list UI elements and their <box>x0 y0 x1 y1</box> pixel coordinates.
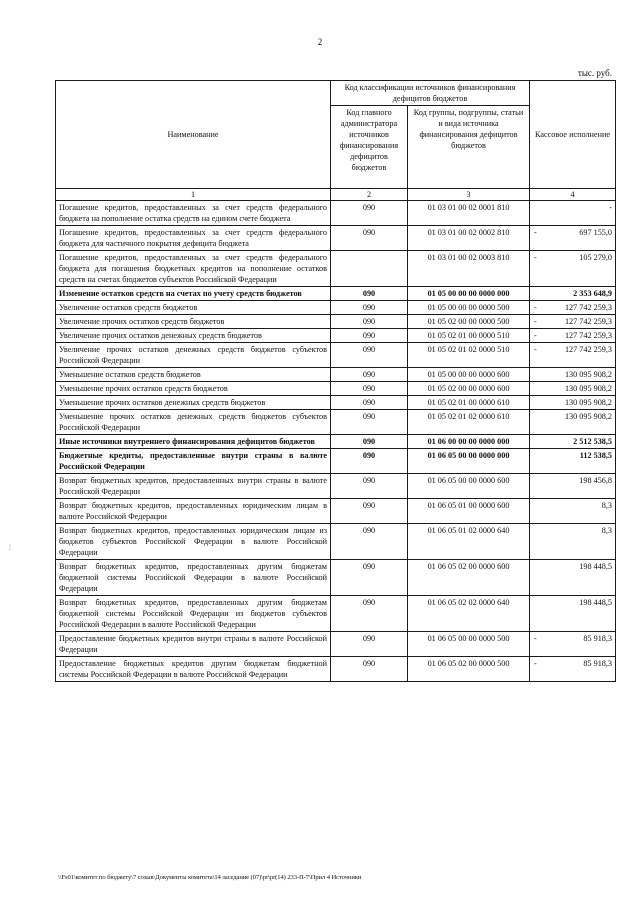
row-admin-code: 090 <box>331 449 408 474</box>
table-row <box>56 396 616 410</box>
header-amount: Кассовое исполнение <box>530 81 616 189</box>
row-amount-cell <box>530 410 616 435</box>
row-admin-code: 090 <box>331 315 408 329</box>
row-amount-cell <box>530 382 616 396</box>
row-name: Погашение кредитов, предоставленных за счет средств федерального бюджета для погашения бюджетных кредитов на пополнение остатков средств на счетах бюджетов субъектов Российской Федерации <box>56 251 331 287</box>
row-admin-code: 090 <box>331 632 408 657</box>
row-admin-code: 090 <box>331 410 408 435</box>
row-admin-code: 090 <box>331 201 408 226</box>
row-admin-code: 090 <box>331 396 408 410</box>
row-name: Возврат бюджетных кредитов, предоставленных другим бюджетам бюджетной системы Российской Федерации из бюджетов субъектов Российской Федерации в валюте Российской Федерации <box>56 596 331 632</box>
minus-sign: - <box>534 303 537 312</box>
row-admin-code: 090 <box>331 657 408 682</box>
row-source-code: 01 05 02 01 02 0000 610 <box>408 410 530 435</box>
row-amount-cell <box>530 251 616 287</box>
minus-sign: - <box>534 228 537 237</box>
row-source-code: 01 05 00 00 00 0000 000 <box>408 287 530 301</box>
row-amount: 85 918,3 <box>583 659 613 668</box>
table-row <box>56 632 616 657</box>
row-amount-cell <box>530 435 616 449</box>
header-admin-code: Код главного администратора источников финансирования дефицитов бюджетов <box>331 106 408 189</box>
row-source-code: 01 06 05 02 02 0000 640 <box>408 596 530 632</box>
row-name: Предоставление бюджетных кредитов другим бюджетам бюджетной системы Российской Федерации в валюте Российской Федерации <box>56 657 331 682</box>
table-row <box>56 449 616 474</box>
row-source-code: 01 03 01 00 02 0001 810 <box>408 201 530 226</box>
row-amount-cell <box>530 315 616 329</box>
footer-file-path: \\Fs01\комитет по бюджету\7 созыв\Документы комитета\14 заседание (07)\pr\pr(14) 233-П-7\Прил 4 Источники <box>58 874 362 881</box>
units-label: тыс. руб. <box>577 68 612 78</box>
row-name: Возврат бюджетных кредитов, предоставленных внутри страны в валюте Российской Федерации <box>56 474 331 499</box>
header-classification-group: Код классификации источников финансирования дефицитов бюджетов <box>331 81 530 106</box>
table-row <box>56 524 616 560</box>
row-name: Предоставление бюджетных кредитов внутри страны в валюте Российской Федерации <box>56 632 331 657</box>
row-amount: - <box>609 203 613 212</box>
row-source-code: 01 05 02 00 00 0000 600 <box>408 382 530 396</box>
row-admin-code: 090 <box>331 226 408 251</box>
table-row <box>56 201 616 226</box>
header-row <box>56 81 616 106</box>
column-number: 1 <box>56 189 331 201</box>
minus-sign: - <box>534 634 537 643</box>
row-admin-code: 090 <box>331 596 408 632</box>
row-amount-cell <box>530 449 616 474</box>
table-row <box>56 368 616 382</box>
column-number: 3 <box>408 189 530 201</box>
row-amount-cell <box>530 560 616 596</box>
header-source-code: Код группы, подгруппы, статьи и вида источника финансирования дефицитов бюджетов <box>408 106 530 189</box>
row-name: Возврат бюджетных кредитов, предоставленных юридическим лицам из бюджетов субъектов Российской Федерации в валюте Российской Федерации <box>56 524 331 560</box>
row-amount: 105 279,0 <box>579 253 613 262</box>
row-admin-code: 090 <box>331 435 408 449</box>
row-amount: 130 095 908,2 <box>564 384 613 393</box>
row-source-code: 01 06 05 00 00 0000 500 <box>408 632 530 657</box>
row-admin-code: 090 <box>331 301 408 315</box>
row-name: Увеличение остатков средств бюджетов <box>56 301 331 315</box>
margin-mark: ⋮ <box>7 545 13 551</box>
table-row <box>56 226 616 251</box>
table-row <box>56 329 616 343</box>
table-row <box>56 251 616 287</box>
row-amount-cell <box>530 368 616 382</box>
row-admin-code: 090 <box>331 329 408 343</box>
row-admin-code: 090 <box>331 287 408 301</box>
row-amount: 2 353 648,9 <box>573 289 613 298</box>
row-source-code: 01 05 02 01 00 0000 610 <box>408 396 530 410</box>
row-source-code: 01 05 00 00 00 0000 500 <box>408 301 530 315</box>
row-amount: 130 095 908,2 <box>564 398 613 407</box>
table-row <box>56 343 616 368</box>
row-name: Погашение кредитов, предоставленных за счет средств федерального бюджета для частичного покрытия дефицита бюджета <box>56 226 331 251</box>
row-admin-code: 090 <box>331 474 408 499</box>
row-admin-code: 090 <box>331 343 408 368</box>
row-source-code: 01 05 02 00 00 0000 500 <box>408 315 530 329</box>
row-amount: 127 742 259,3 <box>564 331 613 340</box>
row-source-code: 01 05 02 01 00 0000 510 <box>408 329 530 343</box>
row-amount: 8,3 <box>601 526 613 535</box>
table-row <box>56 435 616 449</box>
row-name: Возврат бюджетных кредитов, предоставленных другим бюджетам бюджетной системы Российской Федерации в валюте Российской Федерации <box>56 560 331 596</box>
minus-sign: - <box>534 659 537 668</box>
row-name: Погашение кредитов, предоставленных за счет средств федерального бюджета на пополнение остатка средств на едином счете бюджета <box>56 201 331 226</box>
row-amount-cell <box>530 343 616 368</box>
budget-sources-table <box>55 80 616 682</box>
minus-sign: - <box>534 345 537 354</box>
row-name: Уменьшение остатков средств бюджетов <box>56 368 331 382</box>
table-row <box>56 499 616 524</box>
row-name: Бюджетные кредиты, предоставленные внутри страны в валюте Российской Федерации <box>56 449 331 474</box>
row-amount-cell <box>530 524 616 560</box>
row-amount-cell <box>530 499 616 524</box>
row-source-code: 01 05 02 01 02 0000 510 <box>408 343 530 368</box>
row-amount-cell <box>530 632 616 657</box>
row-name: Уменьшение прочих остатков денежных средств бюджетов <box>56 396 331 410</box>
minus-sign: - <box>534 253 537 262</box>
row-admin-code: 090 <box>331 382 408 396</box>
row-source-code: 01 06 05 00 00 0000 000 <box>408 449 530 474</box>
table-row <box>56 596 616 632</box>
table-row <box>56 301 616 315</box>
row-amount-cell <box>530 396 616 410</box>
row-amount-cell <box>530 329 616 343</box>
row-amount: 198 448,5 <box>579 562 613 571</box>
row-admin-code <box>331 251 408 287</box>
row-amount-cell <box>530 657 616 682</box>
table-row <box>56 410 616 435</box>
row-admin-code: 090 <box>331 499 408 524</box>
column-number: 4 <box>530 189 616 201</box>
row-amount: 127 742 259,3 <box>564 303 613 312</box>
row-source-code: 01 06 05 02 00 0000 500 <box>408 657 530 682</box>
minus-sign: - <box>534 331 537 340</box>
row-amount-cell <box>530 474 616 499</box>
row-name: Уменьшение прочих остатков средств бюджетов <box>56 382 331 396</box>
row-amount: 85 918,3 <box>583 634 613 643</box>
row-amount-cell <box>530 201 616 226</box>
row-source-code: 01 06 05 02 00 0000 600 <box>408 560 530 596</box>
row-source-code: 01 03 01 00 02 0002 810 <box>408 226 530 251</box>
row-amount: 198 448,5 <box>579 598 613 607</box>
table-row <box>56 315 616 329</box>
row-name: Изменение остатков средств на счетах по учету средств бюджетов <box>56 287 331 301</box>
row-amount: 112 538,5 <box>579 451 613 460</box>
row-source-code: 01 06 05 01 02 0000 640 <box>408 524 530 560</box>
row-source-code: 01 06 05 00 00 0000 600 <box>408 474 530 499</box>
row-name: Увеличение прочих остатков средств бюджетов <box>56 315 331 329</box>
row-source-code: 01 06 05 01 00 0000 600 <box>408 499 530 524</box>
row-source-code: 01 06 00 00 00 0000 000 <box>408 435 530 449</box>
row-amount: 198 456,8 <box>579 476 613 485</box>
row-admin-code: 090 <box>331 560 408 596</box>
column-number: 2 <box>331 189 408 201</box>
row-amount: 127 742 259,3 <box>564 317 613 326</box>
minus-sign: - <box>534 317 537 326</box>
column-number-row <box>56 189 616 201</box>
row-amount: 8,3 <box>601 501 613 510</box>
row-name: Увеличение прочих остатков денежных средств бюджетов <box>56 329 331 343</box>
row-source-code: 01 05 00 00 00 0000 600 <box>408 368 530 382</box>
row-amount: 130 095 908,2 <box>564 412 613 421</box>
page-number: 2 <box>317 37 323 47</box>
row-name: Возврат бюджетных кредитов, предоставленных юридическим лицам в валюте Российской Федерации <box>56 499 331 524</box>
table-row <box>56 474 616 499</box>
row-admin-code: 090 <box>331 368 408 382</box>
row-amount-cell <box>530 301 616 315</box>
table-row <box>56 382 616 396</box>
row-name: Иные источники внутреннего финансирования дефицитов бюджетов <box>56 435 331 449</box>
row-amount-cell <box>530 287 616 301</box>
row-amount: 697 155,0 <box>579 228 613 237</box>
row-source-code: 01 03 01 00 02 0003 810 <box>408 251 530 287</box>
row-name: Увеличение прочих остатков денежных средств бюджетов субъектов Российской Федерации <box>56 343 331 368</box>
table-row <box>56 560 616 596</box>
table-row <box>56 287 616 301</box>
row-amount: 127 742 259,3 <box>564 345 613 354</box>
row-admin-code: 090 <box>331 524 408 560</box>
header-name: Наименование <box>56 81 331 189</box>
row-amount-cell <box>530 226 616 251</box>
table-row <box>56 657 616 682</box>
row-amount: 2 512 538,5 <box>573 437 613 446</box>
row-amount-cell <box>530 596 616 632</box>
row-amount: 130 095 908,2 <box>564 370 613 379</box>
row-name: Уменьшение прочих остатков денежных средств бюджетов субъектов Российской Федерации <box>56 410 331 435</box>
